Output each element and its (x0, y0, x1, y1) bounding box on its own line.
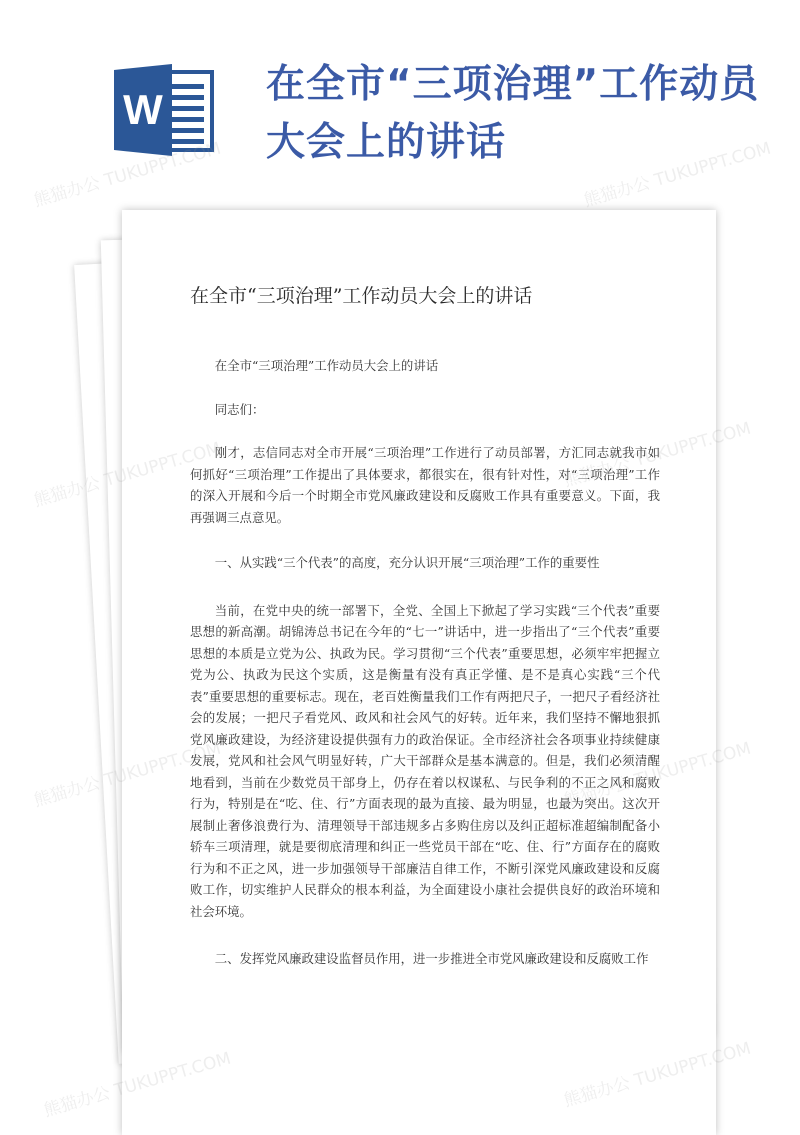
watermark: 熊猫办公 (41, 1083, 113, 1122)
word-app-icon (112, 64, 216, 156)
watermark: 熊猫办公 (31, 473, 103, 512)
paragraph-section-1: 当前，在党中央的统一部署下，全党、全国上下掀起了学习实践“三个代表”重要思想的新高潮。胡锦涛总书记在今年的“七一”讲话中，进一步指出了“三个代表”重要思想的本质是立党为公、执政为民。学习贯彻“三个代表”重要思想，必须牢牢把握立党为公、执政为民这个实质，这是衡量有没有真正学懂、是不是真心实践“三个代表”重要思想的重要标志。现在，老百姓衡量我们工作有两把尺子，一把尺子看经济社会的发展；一把尺子看党风、政风和社会风气的好转。近年来，我们坚持不懈地狠抓党风廉政建设，为经济建设提供强有力的政治保证。全市经济社会各项事业持续健康发展，党风和社会风气明显好转，广大干部群众是基本满意的。但是，我们必须清醒地看到，当前在少数党员干部身上，仍存在着以权谋私、与民争利的不正之风和腐败行为，特别是在“吃、住、行”方面表现的最为直接、最为明显，也最为突出。这次开展制止奢侈浪费行为、清理领导干部违规多占多购住房以及纠正超标准超编制配备小轿车三项清理，就是要彻底清理和纠正一些党员干部在“吃、住、行”方面存在的腐败行为和不正之风，进一步加强领导干部廉洁自律工作，不断引深党风廉政建设和反腐败工作，切实维护人民群众的根本利益，为全面建设小康社会提供良好的政治环境和社会环境。 (190, 602, 660, 919)
section-heading-1: 一、从实践“三个代表”的高度，充分认识开展“三项治理”工作的重要性 (214, 555, 600, 570)
document-body (190, 355, 660, 970)
greeting: 同志们： (214, 401, 265, 417)
word-logo-letter: W (123, 86, 163, 133)
document-title: 在全市“三项治理”工作动员大会上的讲话 (190, 285, 533, 307)
paragraph-opening: 刚才，志信同志对全市开展“三项治理”工作进行了动员部署，方汇同志就我市如何抓好“三项治理”工作提出了具体要求，都很实在，很有针对性，对“三项治理”工作的深入开展和今后一个时期全市党风廉政建设和反腐败工作具有重要意义。下面，我再强调三点意见。 (190, 445, 660, 525)
section-heading-2: 二、发挥党风廉政建设监督员作用，进一步推进全市党风廉政建设和反腐败工作 (214, 951, 649, 966)
watermark: 熊猫办公 TUKUPPT.COM (31, 138, 224, 212)
document-subtitle: 在全市“三项治理”工作动员大会上的讲话 (214, 358, 439, 373)
watermark: 熊猫办公 (31, 773, 103, 812)
banner-title: 在全市“三项治理”工作动员大会上的讲话 (266, 62, 760, 165)
watermark: 熊猫办公 TUKUPPT.COM (581, 138, 774, 212)
